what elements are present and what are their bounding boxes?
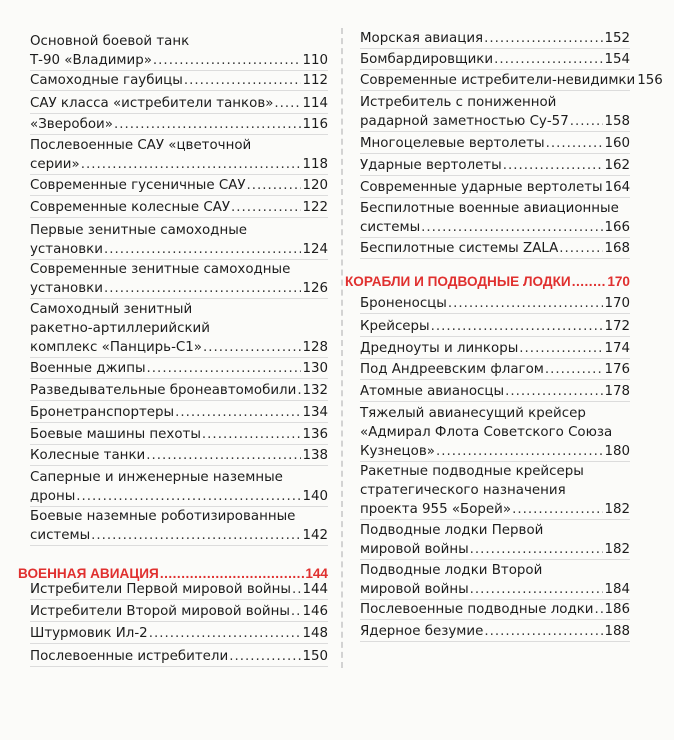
section-page-number: 144 (305, 566, 328, 581)
dot-leader (470, 540, 604, 559)
section-heading (345, 272, 630, 292)
toc-entry-line (30, 526, 328, 545)
toc-page-number: 118 (302, 157, 328, 172)
dot-leader (559, 239, 603, 258)
toc-entry-line (360, 317, 630, 336)
toc-page-number: 114 (302, 96, 328, 111)
toc-entry-line (360, 134, 630, 153)
section-page-number: 170 (607, 274, 630, 289)
toc-entry (30, 425, 328, 445)
dot-leader (274, 94, 301, 113)
toc-entry-title: мировой войны (360, 582, 469, 597)
toc-page-number: 124 (302, 242, 328, 257)
toc-entry-title: Современные зенитные самоходные (30, 262, 291, 277)
toc-entry-line (30, 221, 328, 240)
toc-entry-title: Атомные авианосцы (360, 384, 505, 399)
toc-entry-title: Современные колесные САУ (30, 200, 231, 215)
toc-entry-title: Первые зенитные самоходные (30, 223, 248, 238)
section-title: КОРАБЛИ И ПОДВОДНЫЕ ЛОДКИ (345, 274, 571, 289)
toc-entry-title: «Адмирал Флота Советского Союза (360, 425, 613, 440)
toc-entry (360, 382, 630, 402)
dot-leader (448, 294, 604, 313)
toc-entry-title: Дредноуты и линкоры (360, 341, 519, 356)
toc-page-number: 170 (604, 296, 630, 311)
toc-page-number: 184 (604, 582, 630, 597)
toc-entry-line (30, 136, 328, 155)
dot-leader (91, 526, 301, 545)
toc-entry-title: установки (30, 281, 103, 296)
toc-entry (360, 339, 630, 359)
toc-entry-title: Тяжелый авианесущий крейсер (360, 406, 586, 421)
dot-leader (292, 580, 301, 599)
toc-entry-title: Современные ударные вертолеты (360, 180, 603, 195)
toc-entry-line (360, 29, 630, 48)
toc-entry-line (360, 71, 663, 90)
toc-entry (360, 50, 630, 70)
toc-entry-title: Самоходный зенитный (30, 302, 193, 317)
toc-entry-title: Основной боевой танк (30, 34, 190, 49)
toc-entry (360, 239, 630, 259)
toc-entry-title: САУ класса «истребители танков» (30, 96, 274, 111)
toc-entry-title: Крейсеры (360, 319, 430, 334)
dot-leader (519, 339, 603, 358)
toc-page-number: 178 (604, 384, 630, 399)
toc-page-number: 152 (604, 31, 630, 46)
dot-leader (247, 176, 302, 195)
toc-entry (30, 580, 328, 600)
toc-entry-line (30, 51, 328, 70)
toc-entry-line (30, 338, 328, 357)
toc-entry-line (30, 279, 328, 298)
toc-entry-line (360, 156, 630, 175)
dot-leader (104, 240, 302, 259)
toc-entry-title: Послевоенные САУ «цветочной (30, 138, 252, 153)
toc-entry-line (360, 521, 630, 540)
toc-entry-line (30, 155, 328, 174)
toc-entry-title: системы (30, 528, 91, 543)
toc-entry (30, 32, 328, 71)
column-divider (341, 28, 343, 668)
toc-entry-line (360, 339, 630, 358)
toc-entry-title: Саперные и инженерные наземные (30, 470, 283, 485)
toc-page-number: 120 (302, 178, 328, 193)
dot-leader (153, 51, 302, 70)
dot-leader (229, 647, 301, 666)
toc-entry-title: ракетно-артиллерийский (30, 321, 210, 336)
toc-page-number: 126 (302, 281, 328, 296)
toc-page-number: 162 (604, 158, 630, 173)
toc-page-number: 160 (604, 136, 630, 151)
toc-page-number: 180 (604, 444, 630, 459)
toc-entry-title: «Зверобои» (30, 117, 113, 132)
toc-page-number: 148 (302, 626, 328, 641)
toc-entry-line (360, 404, 630, 423)
toc-entry (360, 622, 630, 642)
toc-page-number: 138 (302, 448, 328, 463)
toc-page-number: 168 (604, 241, 630, 256)
toc-entry-line (30, 260, 328, 279)
dot-leader (503, 156, 604, 175)
toc-entry (30, 647, 328, 667)
toc-entry-line (360, 360, 630, 379)
toc-entry-title: Ударные вертолеты (360, 158, 502, 173)
toc-entry-line (30, 403, 328, 422)
toc-entry-line (360, 199, 630, 218)
toc-entry (360, 178, 630, 198)
toc-entry-line (360, 561, 630, 580)
toc-entry-line (30, 176, 328, 195)
toc-page-number: 112 (302, 73, 328, 88)
dot-leader (436, 442, 604, 461)
toc-page-number: 186 (604, 602, 630, 617)
dot-leader (421, 218, 603, 237)
toc-entry-title: Истребитель с пониженной (360, 95, 557, 110)
toc-entry (360, 134, 630, 154)
toc-entry-line (30, 359, 328, 378)
toc-entry-line (30, 381, 328, 400)
toc-entry-line (360, 178, 630, 197)
toc-entry-title: Военные джипы (30, 361, 146, 376)
toc-entry-line (30, 507, 328, 526)
toc-entry-line (360, 500, 630, 519)
toc-entry-title: Истребители Второй мировой войны (30, 604, 290, 619)
dot-leader (494, 50, 603, 69)
toc-entry-title: Истребители Первой мировой войны (30, 582, 291, 597)
dot-leader (175, 403, 301, 422)
dot-leader (146, 446, 301, 465)
toc-entry-line (360, 50, 630, 69)
toc-entry (30, 115, 328, 135)
toc-entry (30, 300, 328, 358)
toc-entry (30, 468, 328, 507)
toc-entry-title: Беспилотные системы ZALA (360, 241, 559, 256)
toc-entry-line (360, 442, 630, 461)
toc-page-number: 158 (604, 114, 630, 129)
toc-page-number: 134 (302, 405, 328, 420)
toc-entry-line (30, 319, 328, 338)
dot-leader (545, 360, 604, 379)
toc-entry (30, 94, 328, 114)
toc-entry (30, 71, 328, 91)
toc-page-number: 150 (302, 649, 328, 664)
dot-leader (291, 602, 302, 621)
toc-entry-line (360, 294, 630, 313)
dot-leader (470, 580, 604, 599)
toc-page-number: 116 (302, 117, 328, 132)
toc-entry-title: Т-90 «Владимир» (30, 53, 152, 68)
dot-leader (147, 359, 302, 378)
toc-entry-title: Бронетранспортеры (30, 405, 175, 420)
toc-entry-title: радарной заметностью Су-57 (360, 114, 569, 129)
toc-page-number: 130 (302, 361, 328, 376)
dot-leader (114, 115, 301, 134)
toc-page-number: 164 (604, 180, 631, 195)
toc-entry-line (360, 622, 630, 641)
toc-entry-line (30, 647, 328, 666)
toc-page-number: 136 (302, 427, 328, 442)
toc-entry-title: серии» (30, 157, 80, 172)
toc-entry-line (30, 580, 328, 599)
toc-entry-line (360, 580, 630, 599)
toc-page-number: 140 (302, 489, 328, 504)
toc-entry (360, 600, 630, 620)
toc-entry-line (30, 240, 328, 259)
toc-entry-line (30, 198, 328, 217)
toc-entry-line (360, 218, 630, 237)
toc-page-number: 174 (604, 341, 630, 356)
toc-page-number: 156 (637, 73, 663, 88)
toc-entry (30, 381, 328, 401)
dot-leader (512, 500, 603, 519)
toc-entry (360, 404, 630, 462)
dot-leader (484, 622, 603, 641)
toc-entry-title: Штурмовик Ил-2 (30, 626, 148, 641)
toc-entry-line (360, 93, 630, 112)
toc-entry (30, 136, 328, 175)
dot-leader (505, 382, 603, 401)
dot-leader (431, 317, 604, 336)
toc-entry (30, 507, 328, 546)
toc-entry-line (30, 624, 328, 643)
toc-entry-line (360, 481, 630, 500)
toc-page-number: 128 (302, 340, 328, 355)
toc-entry-line (30, 425, 328, 444)
toc-entry-line (30, 468, 328, 487)
toc-entry (360, 521, 630, 560)
toc-page-number: 142 (302, 528, 328, 543)
toc-entry-title: Ядерное безумие (360, 624, 484, 639)
toc-entry-title: дроны (30, 489, 76, 504)
toc-page-number: 176 (604, 362, 630, 377)
dot-leader (149, 624, 302, 643)
toc-entry (30, 176, 328, 196)
dot-leader (572, 272, 607, 292)
dot-leader (484, 29, 603, 48)
toc-entry (360, 156, 630, 176)
toc-entry-title: Самоходные гаубицы (30, 73, 183, 88)
toc-entry-line (360, 423, 630, 442)
toc-entry-title: Боевые наземные роботизированные (30, 509, 296, 524)
toc-entry-line (360, 239, 630, 258)
toc-entry-title: Морская авиация (360, 31, 484, 46)
toc-entry (360, 93, 630, 132)
toc-entry-line (360, 112, 630, 131)
toc-entry-title: проекта 955 «Борей» (360, 502, 512, 517)
toc-page-number: 132 (302, 383, 328, 398)
toc-entry (30, 359, 328, 379)
toc-entry-title: Беспилотные военные авиационные (360, 201, 619, 216)
toc-entry (30, 403, 328, 423)
toc-entry (360, 294, 630, 314)
toc-page-number: 182 (604, 542, 630, 557)
toc-entry-title: Броненосцы (360, 296, 447, 311)
toc-entry-title: Колесные танки (30, 448, 146, 463)
toc-entry-title: Ракетные подводные крейсеры (360, 464, 584, 479)
toc-page-number: 110 (302, 53, 328, 68)
toc-entry (360, 199, 630, 238)
toc-entry-title: Боевые машины пехоты (30, 427, 201, 442)
toc-entry-title: системы (360, 220, 421, 235)
toc-page-number: 166 (604, 220, 630, 235)
dot-leader (231, 198, 301, 217)
toc-entry-title: Послевоенные подводные лодки (360, 602, 594, 617)
toc-entry (30, 198, 328, 218)
toc-entry-line (30, 71, 328, 90)
dot-leader (104, 279, 302, 298)
toc-entry-line (360, 462, 630, 481)
toc-entry (360, 360, 630, 380)
toc-entry (30, 602, 328, 622)
toc-entry-title: установки (30, 242, 103, 257)
toc-entry (30, 260, 328, 299)
toc-entry-title: Кузнецов» (360, 444, 435, 459)
toc-entry (360, 71, 663, 91)
toc-entry-title: Подводные лодки Первой (360, 523, 544, 538)
toc-entry-title: Под Андреевским флагом (360, 362, 544, 377)
toc-page-number: 172 (604, 319, 630, 334)
dot-leader (595, 600, 604, 619)
toc-entry-line (30, 602, 328, 621)
toc-entry-title: Подводные лодки Второй (360, 563, 543, 578)
toc-entry (30, 221, 328, 260)
dot-leader (203, 338, 301, 357)
toc-page-number: 146 (302, 604, 328, 619)
dot-leader (76, 487, 301, 506)
toc-entry-line (30, 94, 328, 113)
toc-entry-line (30, 446, 328, 465)
toc-entry-line (360, 540, 630, 559)
dot-leader (81, 155, 302, 174)
toc-entry-title: Современные истребители-невидимки (360, 73, 636, 88)
toc-entry-line (360, 600, 630, 619)
toc-entry-title: Послевоенные истребители (30, 649, 229, 664)
toc-page-number: 154 (604, 52, 630, 67)
toc-entry-line (30, 300, 328, 319)
toc-entry-title: комплекс «Панцирь-С1» (30, 340, 202, 355)
toc-page-number: 144 (302, 582, 328, 597)
toc-entry-title: Многоцелевые вертолеты (360, 136, 545, 151)
dot-leader (546, 134, 604, 153)
toc-entry-title: стратегического назначения (360, 483, 566, 498)
toc-entry-title: Разведывательные бронеавтомобили (30, 383, 297, 398)
toc-entry (30, 446, 328, 466)
toc-entry-line (360, 382, 630, 401)
section-title: ВОЕННАЯ АВИАЦИЯ (18, 566, 159, 581)
toc-entry-line (30, 115, 328, 134)
toc-entry-title: мировой войны (360, 542, 469, 557)
toc-page-number: 122 (302, 200, 328, 215)
toc-entry (360, 317, 630, 337)
toc-entry (360, 462, 630, 520)
toc-page-number: 188 (604, 624, 630, 639)
dot-leader (184, 71, 302, 90)
dot-leader (202, 425, 302, 444)
toc-entry-title: Бомбардировщики (360, 52, 494, 67)
toc-entry-line (30, 32, 328, 51)
toc-entry (360, 29, 630, 49)
toc-entry (360, 561, 630, 600)
toc-entry-line (30, 487, 328, 506)
toc-page-number: 182 (604, 502, 630, 517)
dot-leader (297, 381, 301, 400)
dot-leader (570, 112, 604, 131)
toc-entry-title: Современные гусеничные САУ (30, 178, 246, 193)
toc-entry (30, 624, 328, 644)
